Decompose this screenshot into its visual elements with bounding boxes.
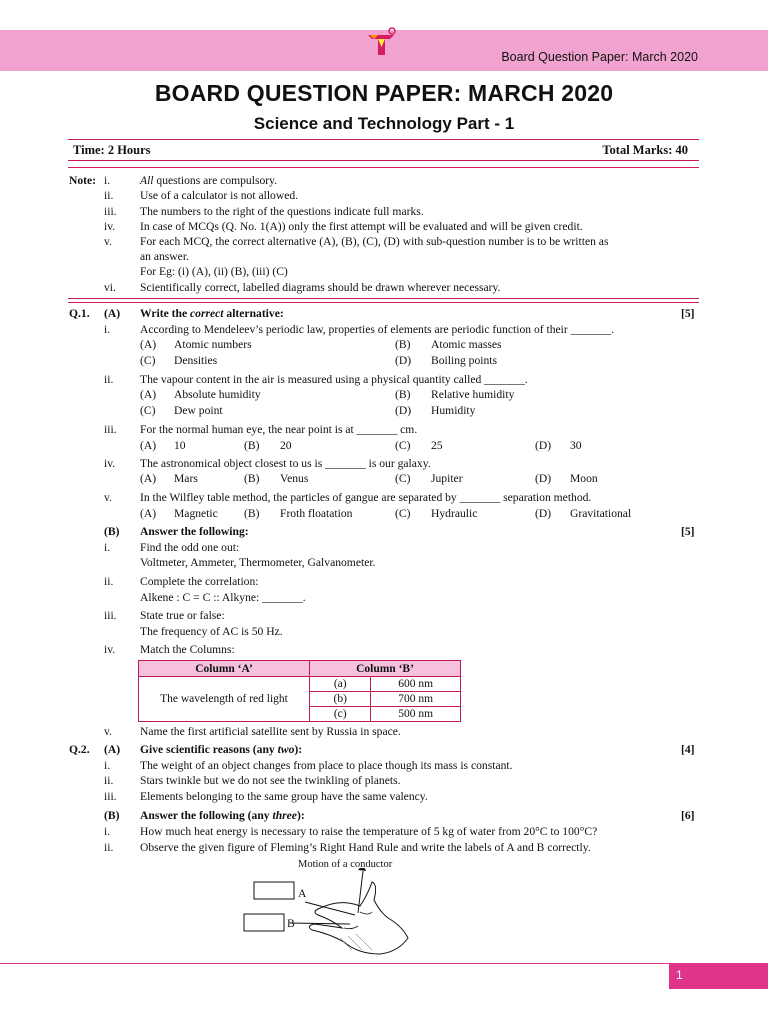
target-publications-logo: [364, 25, 400, 59]
question-row: Voltmeter, Ammeter, Thermometer, Galvanometer.: [140, 556, 376, 569]
total-marks-label: Total Marks: 40: [602, 143, 688, 157]
option-row: (A) Absolute humidity (B) Relative humidity: [140, 388, 515, 401]
divider: [68, 302, 699, 303]
question-row: i. Find the odd one out:: [104, 541, 240, 554]
note-row: ii. Use of a calculator is not allowed.: [104, 189, 299, 202]
column-b-label: (c): [310, 707, 371, 722]
page-subtitle: Science and Technology Part - 1: [253, 114, 515, 133]
note-row: iii. The numbers to the right of the questions indicate full marks.: [104, 205, 424, 218]
question-row: i. According to Mendeleev’s periodic law, properties of elements are periodic function of their _______.: [104, 323, 615, 336]
right-hand-rule-icon: [240, 868, 440, 960]
page-number: 1: [676, 968, 683, 982]
question-row: v. Name the first artificial satellite sent by Russia in space.: [104, 725, 401, 738]
note-row: vi. Scientifically correct, labelled diagrams should be drawn wherever necessary.: [104, 281, 501, 294]
note-row: For Eg: (i) (A), (ii) (B), (iii) (C): [140, 265, 288, 278]
q1a-heading: Q.1. (A) Write the correct alternative: [5]: [69, 307, 695, 320]
q2b-heading: (B) Answer the following (any three): [6]: [104, 809, 695, 822]
figure-label-a: A: [298, 887, 307, 900]
question-row: The frequency of AC is 50 Hz.: [140, 625, 283, 638]
question-row: iv. The astronomical object closest to us is _______ is our galaxy.: [104, 457, 431, 470]
figure-label-b: B: [287, 917, 295, 930]
question-row: ii. The vapour content in the air is measured using a physical quantity called _______.: [104, 373, 528, 386]
footer-page-box: [669, 964, 768, 989]
column-b-value: 700 nm: [371, 692, 461, 707]
question-row: v. In the Wilfley table method, the particles of gangue are separated by _______ separation method.: [104, 491, 592, 504]
column-b-value: 600 nm: [371, 677, 461, 692]
question-row: i. How much heat energy is necessary to raise the temperature of 5 kg of water from 20°C to 100°C?: [104, 825, 598, 838]
note-row: v. For each MCQ, the correct alternative (A), (B), (C), (D) with sub-question number is to be written as: [104, 235, 609, 248]
divider: [68, 160, 699, 161]
note-row: an answer.: [140, 250, 189, 263]
option-row: (A) Atomic numbers (B) Atomic masses: [140, 338, 502, 351]
q1b-heading: (B) Answer the following: [5]: [104, 525, 695, 538]
question-row: i. The weight of an object changes from place to place though its mass is constant.: [104, 759, 513, 772]
footer-rule: [0, 963, 768, 964]
column-b-label: (a): [310, 677, 371, 692]
option-row: (A) 10 (B) 20 (C) 25 (D) 30: [140, 439, 582, 452]
option-row: (C) Densities (D) Boiling points: [140, 354, 498, 367]
column-b-header: Column ‘B’: [310, 661, 461, 677]
q2a-heading: Q.2. (A) Give scientific reasons (any two): [4]: [69, 743, 695, 756]
question-row: Alkene : C = C :: Alkyne: _______.: [140, 591, 306, 604]
page-title: BOARD QUESTION PAPER: MARCH 2020: [154, 80, 614, 106]
match-columns-table: [138, 660, 461, 722]
option-row: (A) Magnetic (B) Froth floatation (C) Hydraulic (D) Gravitational: [140, 507, 632, 520]
question-row: iii. Elements belonging to the same group have the same valency.: [104, 790, 428, 803]
time-label: Time: 2 Hours: [73, 143, 151, 157]
column-a-cell: The wavelength of red light: [139, 677, 310, 722]
option-row: (A) Mars (B) Venus (C) Jupiter (D) Moon: [140, 472, 598, 485]
note-row: Note: i. All questions are compulsory.: [69, 174, 278, 187]
figure-caption: Motion of a conductor: [298, 859, 393, 870]
note-row: iv. In case of MCQs (Q. No. 1(A)) only the first attempt will be evaluated and will be given credit.: [104, 220, 583, 233]
column-a-header: Column ‘A’: [139, 661, 310, 677]
option-row: (C) Dew point (D) Humidity: [140, 404, 476, 417]
header-paper-title: Board Question Paper: March 2020: [501, 50, 698, 64]
question-row: iii. State true or false:: [104, 609, 225, 622]
divider: [68, 139, 699, 140]
question-row: ii. Complete the correlation:: [104, 575, 259, 588]
divider: [68, 298, 699, 299]
question-row: ii. Observe the given figure of Fleming’s Right Hand Rule and write the labels of A and B correctly.: [104, 841, 591, 854]
question-row: iv. Match the Columns:: [104, 643, 235, 656]
question-row: ii. Stars twinkle but we do not see the twinkling of planets.: [104, 774, 401, 787]
column-b-value: 500 nm: [371, 707, 461, 722]
question-row: iii. For the normal human eye, the near point is at _______ cm.: [104, 423, 418, 436]
column-b-label: (b): [310, 692, 371, 707]
divider: [68, 167, 699, 168]
